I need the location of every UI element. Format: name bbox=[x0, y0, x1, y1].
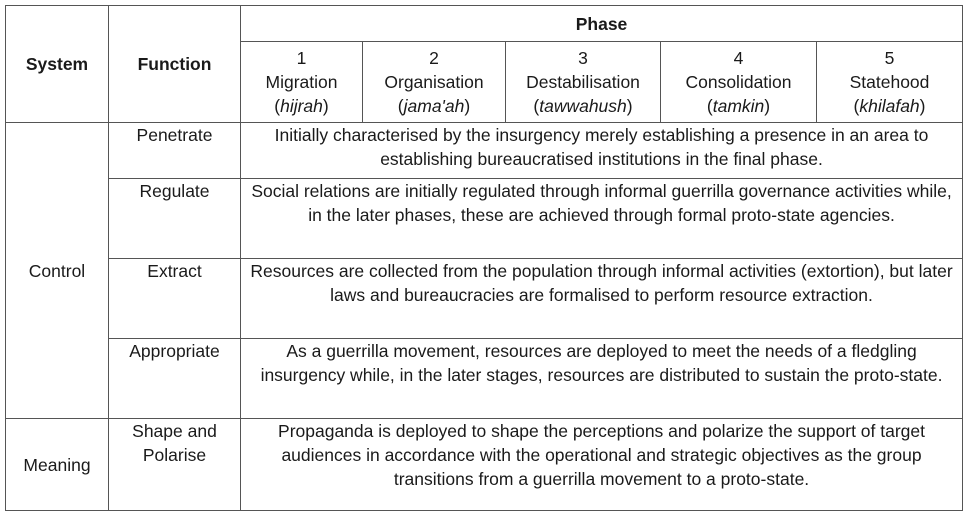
description-regulate: Social relations are initially regulated through informal guerrilla governance activities while, in the later phases, these are achieved through formal proto-state agencies. bbox=[241, 179, 963, 259]
phase-native-name: ( hijrah ) bbox=[245, 94, 358, 118]
phase-column-2 bbox=[363, 42, 506, 123]
phase-column-4 bbox=[661, 42, 817, 123]
phase-name: Statehood bbox=[849, 72, 930, 92]
phase-number: 3 bbox=[578, 48, 588, 68]
phase-name: Consolidation bbox=[685, 72, 792, 92]
system-meaning: Meaning bbox=[6, 419, 109, 511]
table-row bbox=[6, 123, 963, 179]
function-regulate: Regulate bbox=[109, 179, 241, 259]
phase-column-3 bbox=[506, 42, 661, 123]
phase-name: Organisation bbox=[384, 72, 484, 92]
description-penetrate: Initially characterised by the insurgency merely establishing a presence in an area to establishing bureaucratised institutions in the final phase. bbox=[241, 123, 963, 179]
description-extract: Resources are collected from the population through informal activities (extortion), but later laws and bureaucracies are formalised to perform resource extraction. bbox=[241, 259, 963, 339]
header-system: System bbox=[6, 6, 109, 123]
system-control: Control bbox=[6, 123, 109, 419]
phase-table bbox=[5, 5, 963, 511]
phase-native-name: ( jama'ah ) bbox=[367, 94, 501, 118]
phase-number: 1 bbox=[296, 48, 307, 68]
table-row bbox=[6, 339, 963, 419]
phase-native-name: ( tamkin ) bbox=[665, 94, 812, 118]
function-penetrate: Penetrate bbox=[109, 123, 241, 179]
table-row bbox=[6, 419, 963, 511]
phase-native-name: ( tawwahush ) bbox=[510, 94, 656, 118]
phase-number: 5 bbox=[884, 48, 895, 68]
phase-number: 2 bbox=[429, 48, 439, 68]
phase-column-5 bbox=[817, 42, 963, 123]
description-appropriate: As a guerrilla movement, resources are deployed to meet the needs of a fledgling insurgency while, in the later stages, resources are distributed to sustain the proto-state. bbox=[241, 339, 963, 419]
table-row bbox=[6, 259, 963, 339]
function-shape-and-polarise: Shape and Polarise bbox=[109, 419, 241, 511]
phase-native-name: ( khilafah ) bbox=[821, 94, 958, 118]
header-phase: Phase bbox=[241, 6, 963, 42]
function-extract: Extract bbox=[109, 259, 241, 339]
phase-number: 4 bbox=[733, 48, 744, 68]
header-function: Function bbox=[109, 6, 241, 123]
phase-name: Migration bbox=[265, 72, 338, 92]
phase-name: Destabilisation bbox=[526, 72, 640, 92]
description-shape-and-polarise: Propaganda is deployed to shape the perceptions and polarize the support of target audiences in accordance with the operational and strategic objectives as the group transitions from a guerrilla movement to a proto-state. bbox=[241, 419, 963, 511]
function-appropriate: Appropriate bbox=[109, 339, 241, 419]
phase-column-1 bbox=[241, 42, 363, 123]
table-row bbox=[6, 179, 963, 259]
